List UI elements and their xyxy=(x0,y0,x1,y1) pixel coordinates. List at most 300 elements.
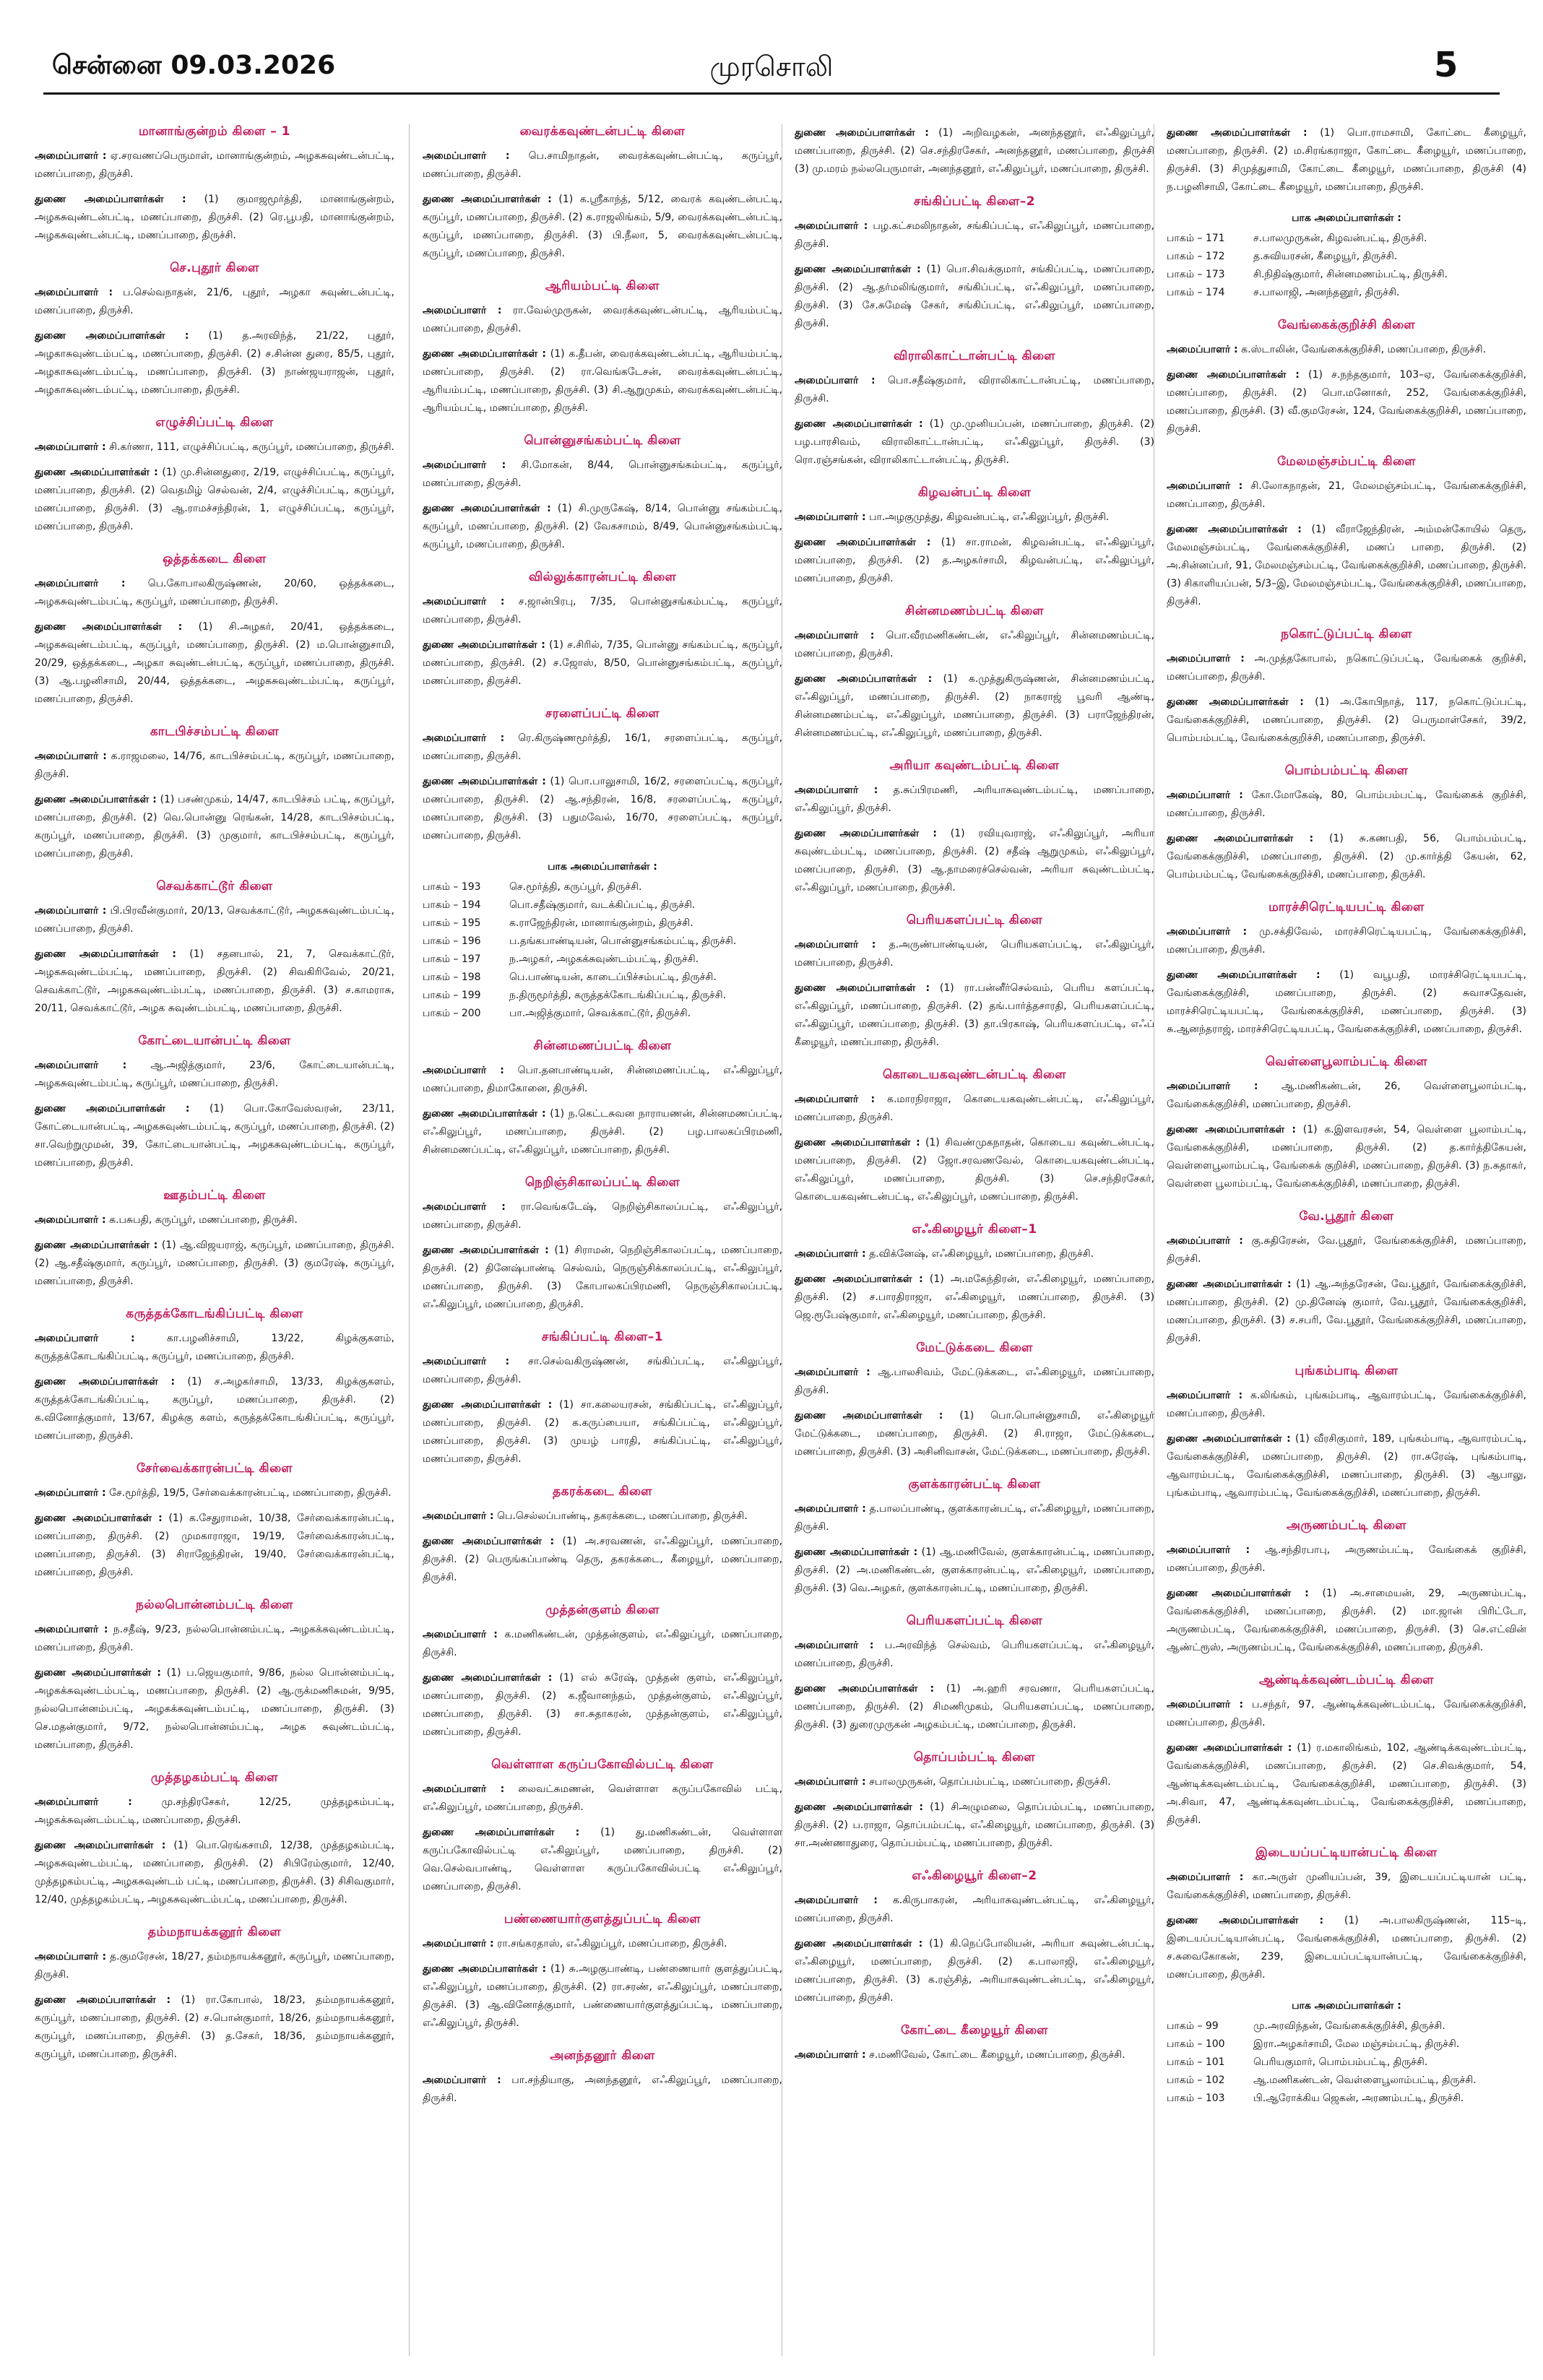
deputy-organisers-label: துணை அமைப்பாளர்கள் : xyxy=(35,1376,176,1388)
organiser-entry xyxy=(795,1091,1154,1127)
deputy-organisers-entry xyxy=(423,1960,782,2033)
organiser-value: பொ.வீரமணிகண்டன், எஃகிலுப்பூர், சின்னமணம்பட்டி, மணப்பாறை, திருச்சி. xyxy=(795,630,1154,659)
booth-row xyxy=(1167,2090,1526,2108)
booth-row xyxy=(1167,2072,1526,2090)
deputy-organisers-entry xyxy=(35,1510,394,1582)
deputy-organisers-entry xyxy=(35,1837,394,1909)
deputy-organisers-value: (1) அ.மகேந்திரன், எஃகிழையூர், மணப்பாறை, திருச்சி. (2) ச.பாரதிராஜா, எஃகிழையூர், மணப்பாறை, திருச்சி. (3) ஜெ.ரூபேஷ்குமார், எஃகிழையூர், மணப்பாறை, திருச்சி. xyxy=(795,1273,1154,1321)
branch-title: சரளைப்பட்டி கிளை xyxy=(545,706,660,721)
booth-organisers-heading: பாக அமைப்பாளர்கள் : xyxy=(1292,2000,1401,2012)
organiser-label: அமைப்பாளர் : xyxy=(35,150,107,162)
header-rule xyxy=(43,92,1500,95)
branch-section xyxy=(1167,763,1526,884)
booth-organiser: ச.பாலாஜி, அனந்தனூர், திருச்சி. xyxy=(1253,287,1400,298)
organiser-label: அமைப்பாளர் : xyxy=(795,1640,874,1651)
deputy-organisers-label: துணை அமைப்பாளர்கள் : xyxy=(423,776,546,787)
booth-number: பாகம் – 199 xyxy=(423,990,481,1001)
deputy-organisers-value: (1) எல் சுரேஷ், முத்தன் குளம், எஃகிலுப்பூர், மணப்பாறை, திருச்சி. (2) க.ஜீவானந்தம், முத்தன்குளம், எஃகிலுப்பூர், மணப்பாறை, திருச்சி. (3) சா.சுதாகரன், முத்தன்குளம், எஃகிலுப்பூர், மணப்பாறை, திருச்சி. xyxy=(423,1672,782,1738)
organiser-entry xyxy=(35,284,394,320)
deputy-organisers-label: துணை அமைப்பாளர்கள் : xyxy=(1167,1124,1296,1135)
branch-title: வெள்ளைபூலாம்பட்டி கிளை xyxy=(1265,1055,1428,1069)
organiser-entry xyxy=(35,1948,394,1984)
booth-number: பாகம் – 172 xyxy=(1167,251,1225,262)
deputy-organisers-value: (1) குமாஜமூர்த்தி, மானாங்குன்றம், அழகசுவுண்டன்பட்டி, மணப்பாறை, திருச்சி. (2) ரெ.பூபதி, மானாங்குன்றம், அழகசுவுண்டன்பட்டி, மணப்பாறை, திருச்சி. xyxy=(35,194,394,241)
deputy-organisers-value: (1) க.தீபன், வைரக்கவுண்டன்பட்டி, ஆரியம்பட்டி, மணப்பாறை, திருச்சி. (2) ரா.வெங்கடேசன், வைரக்கவுண்டன்பட்டி, ஆரியம்பட்டி, மணப்பாறை, திருச்சி. (3) சி.ஆறுமுகம், வைரக்கவுண்டன்பட்டி, ஆரியம்பட்டி, மணப்பாறை, திருச்சி. xyxy=(423,348,782,414)
booth-row xyxy=(1167,266,1526,284)
branch-section xyxy=(423,433,782,554)
booth-row xyxy=(1167,2017,1526,2035)
booth-organiser: செ.மூர்த்தி, கருப்பூர், திருச்சி. xyxy=(509,881,642,893)
deputy-organisers-value: (1) சிராமன், நெறிஞ்சிகாலப்பட்டி, மணப்பாறை, திருச்சி. (2) தினேஷ்பாண்டி செல்வம், நெருஞ்சிக்காலப்பட்டி, எஃகிலுப்பூர், மணப்பாறை, திருச்சி. (3) கோபாலகப்பிரமணி, நெருஞ்சிகாலப்பட்டி, எஃகிலுப்பூர், மணப்பாறை, திருச்சி. xyxy=(423,1245,782,1310)
organiser-value: த.அருண்பாண்டியன், பெரியகளப்பட்டி, எஃகிலுப்பூர், மணப்பாறை, திருச்சி. xyxy=(795,939,1154,969)
deputy-organisers-value: (1) ரவியுவராஜ், எஃகிலுப்பூர், அரியா சுவுண்டம்பட்டி, மணப்பாறை, திருச்சி. (2) சதீஷ் ஆறுமுகம், எஃகிலுப்பூர், மணப்பாறை, திருச்சி. (3) ஆ.தாமரைச்செல்வன், அரியா சுவுண்டம்பட்டி, எஃகிலுப்பூர், மணப்பாறை, திருச்சி. xyxy=(795,828,1154,893)
branch-title: மேட்டுக்கடை கிளை xyxy=(916,1341,1033,1355)
branch-section xyxy=(35,124,394,245)
organiser-value: பா.அழகுமுத்து, கிழவன்பட்டி, எஃகிலுப்பூர், திருச்சி. xyxy=(869,511,1110,523)
organiser-value: ரா.சங்கரதாஸ், எஃகிலுப்பூர், மணப்பாறை, திருச்சி. xyxy=(497,1938,727,1950)
branch-section xyxy=(423,1912,782,2033)
organiser-value: க.ராஜமலை, 14/76, காடபிச்சம்பட்டி, கருப்பூர், மணப்பாறை, திருச்சி. xyxy=(35,750,394,780)
deputy-organisers-value: (1) பொ.பொன்னுசாமி, எஃகிழையூர் மேட்டுக்கடை, மணப்பாறை, திருச்சி. (2) சி.ராஜா, மேட்டுக்கடை, மணப்பாறை, திருச்சி. (3) அசினிவாசன், மேட்டுக்கடை, மணப்பாறை, திருச்சி. xyxy=(795,1410,1154,1458)
branch-section xyxy=(795,2023,1154,2064)
booth-row xyxy=(423,878,782,896)
booth-organiser: ந.திருமூர்த்தி, கருத்தக்கோடங்கிப்பட்டி, திருச்சி. xyxy=(509,990,727,1001)
organiser-entry xyxy=(35,575,394,611)
branch-title: செ.புதூர் கிளை xyxy=(170,261,259,275)
deputy-organisers-value: (1) சி.முருகேஷ், 8/14, பொன்னு சங்கம்பட்டி, கருப்பூர், மணப்பாறை, திருச்சி. (2) வேகசாமம், 8/49, பொன்னுசங்கம்பட்டி, கருப்பூர், மணப்பாறை, திருச்சி. xyxy=(423,503,782,550)
deputy-organisers-label: துணை அமைப்பாளர்கள் : xyxy=(35,794,157,805)
organiser-value: ந.சதீஷ், 9/23, நல்லபொன்னம்பட்டி, அழகக்சுவுண்டம்பட்டி, மணப்பாறை, திருச்சி. xyxy=(35,1624,394,1653)
branch-title: நெறிஞ்சிகாலப்பட்டி கிளை xyxy=(524,1175,680,1190)
booth-row xyxy=(423,987,782,1005)
deputy-organisers-label: துணை அமைப்பாளர்கள் : xyxy=(1167,1588,1309,1599)
booth-number: பாகம் – 100 xyxy=(1167,2038,1225,2050)
deputy-organisers-entry xyxy=(1167,693,1526,748)
organiser-value: பா.சந்தியாகு, அனந்தனூர், எஃகிலுப்பூர், மணப்பாறை, திருச்சி. xyxy=(423,2074,782,2104)
booth-row xyxy=(423,896,782,914)
branch-section xyxy=(1167,1673,1526,1830)
branch-section xyxy=(35,1307,394,1445)
organiser-entry xyxy=(35,902,394,938)
deputy-organisers-label: துணை அமைப்பாளர்கள் : xyxy=(35,194,186,205)
booth-organiser: ஆ.மணிகண்டன், வெள்ளைபூலாம்பட்டி, திருச்சி. xyxy=(1253,2074,1477,2086)
organiser-label: அமைப்பாளர் : xyxy=(35,1624,108,1635)
organiser-value: க.பசுபதி, கருப்பூர், மணப்பாறை, திருச்சி. xyxy=(109,1214,298,1226)
branch-title: காடபிச்சம்பட்டி கிளை xyxy=(150,724,280,739)
deputy-organisers-value: (1) க.முத்துகிருஷ்ணன், சின்னமணம்பட்டி, எஃகிலுப்பூர், மணப்பாறை, திருச்சி. (2) நாகராஜ் பூவரி ஆண்டி, சின்னமணம்பட்டி, எஃகிலுப்பூர், மணப்பாறை, திருச்சி. (3) பராஜேந்திரன், சின்னமணம்பட்டி, எஃகிலுப்பூர், மணப்பாறை, திருச்சி. xyxy=(795,673,1154,739)
deputy-organisers-entry xyxy=(35,464,394,536)
organiser-value: சி.கர்ணா, 111, எழுச்சிப்பட்டி, கருப்பூர், மணப்பாறை, திருச்சி. xyxy=(109,441,394,453)
column-2 xyxy=(423,124,782,2356)
branch-section xyxy=(423,706,782,845)
branch-title: கிழவன்பட்டி கிளை xyxy=(917,485,1032,500)
deputy-organisers-value: (1) சி.அழகர், 20/41, ஒத்தக்கடை, அழகசுவுண்டம்பட்டி, கருப்பூர், மணப்பாறை, திருச்சி. (2) ம.பொன்னுசாமி, 20/29, ஒத்தக்கடை, அழகா சுவுண்டன்பட்டி, கருப்பூர், மணப்பாறை, திருச்சி. (3) ஆ.பழனிசாமி, 20/44, ஒத்தக்கடை, அழகசுவுண்டம்பட்டி, கருப்பூர், மணப்பாறை, திருச்சி. xyxy=(35,621,394,705)
branch-section xyxy=(795,485,1154,588)
deputy-organisers-entry xyxy=(35,1991,394,2064)
deputy-organisers-value: (1) கி.நெப்போலியன், அரியா சுவுண்டன்பட்டி, எஃகிழையூர், மணப்பாறை, திருச்சி. (2) க.பாலாஜி, எஃகிழையூர், மணப்பாறை, திருச்சி. (3) க.ரஞ்சித், அரியாசுவுண்டன்பட்டி, எஃகிழையூர், மணப்பாறை, திருச்சி. xyxy=(795,1938,1154,2004)
organiser-entry xyxy=(35,1484,394,1502)
deputy-organisers-value: (1) மு.சின்னதுரை, 2/19, எழுச்சிப்பட்டி, கருப்பூர், மணப்பாறை, திருச்சி. (2) வெதமிழ் செல்வன், 2/4, எழுச்சிப்பட்டி, கருப்பூர், மணப்பாறை, திருச்சி. (3) ஆ.ராமச்சந்திரன், 1, எழுச்சிப்பட்டி, கருப்பூர், மணப்பாறை, திருச்சி. xyxy=(35,467,394,532)
organiser-value: பெ.கோபாலகிருஷ்ணன், 20/60, ஒத்தக்கடை, அழகசுவுண்டம்பட்டி, கருப்பூர், மணப்பாறை, திருச்சி. xyxy=(35,578,394,607)
deputy-organisers-label: துணை அமைப்பாளர்கள் : xyxy=(795,1137,920,1148)
organiser-label: அமைப்பாளர் : xyxy=(35,578,126,589)
deputy-organisers-entry xyxy=(795,1799,1154,1853)
organiser-label: அமைப்பாளர் : xyxy=(795,2049,866,2061)
organiser-label: அமைப்பாளர் : xyxy=(795,1503,866,1515)
deputy-organisers-entry xyxy=(423,500,782,554)
organiser-label: அமைப்பாளர் : xyxy=(35,1060,127,1071)
organiser-label: அமைப்பாளர் : xyxy=(795,630,875,641)
deputy-organisers-value: (1) சிஅழுமலை, தொப்பம்பட்டி, மணப்பாறை, திருச்சி. (2) ப.ராஜா, தொப்பம்பட்டி, எஃகிழையூர், மணப்பாறை, திருச்சி. (3) சா.அண்ணாதுரை, தொப்பம்பட்டி, மணப்பாறை, திருச்சி. xyxy=(795,1801,1154,1849)
organiser-value: க.ஸ்டாலின், வேங்கைக்குறிச்சி, மணப்பாறை, திருச்சி. xyxy=(1241,344,1487,355)
organiser-value: கா.பழனிச்சாமி, 13/22, கிழக்குகளம், கருத்தக்கோடங்கிப்பட்டி, கருப்பூர், மணப்பாறை, திருச்சி. xyxy=(35,1333,394,1362)
deputy-organisers-label: துணை அமைப்பாளர்கள் : xyxy=(1167,969,1321,981)
branch-section xyxy=(795,1477,1154,1598)
deputy-organisers-entry xyxy=(1167,1430,1526,1502)
deputy-organisers-label: துணை அமைப்பாளர்கள் : xyxy=(35,1103,190,1115)
branch-title: வே.பூதூர் கிளை xyxy=(1299,1209,1394,1224)
branch-title: கருத்தக்கோடங்கிப்பட்டி கிளை xyxy=(126,1307,303,1321)
column-divider xyxy=(409,124,410,2356)
deputy-organisers-value: (1) ர.மகாலிங்கம், 102, ஆண்டிக்கவுண்டம்பட்டி, வேங்கைக்குறிச்சி, மணப்பாறை, திருச்சி. (2) செ.சிவக்குமார், 54, ஆண்டிக்கவுண்டம்பட்டி, வேங்கைக்குறிச்சி, மணப்பாறை, திருச்சி. (3) அ.சிவா, 47, ஆண்டிக்கவுண்டம்பட்டி, வேங்கைக்குறிச்சி, மணப்பாறை, திருச்சி. xyxy=(1167,1742,1526,1826)
organiser-value: சா.செல்வகிருஷ்ணன், சங்கிப்பட்டி, எஃகிலுப்பூர், மணப்பாறை, திருச்சி. xyxy=(423,1356,782,1385)
organiser-label: அமைப்பாளர் : xyxy=(795,1094,876,1105)
branch-section xyxy=(35,1188,394,1291)
organiser-entry xyxy=(423,147,782,183)
organiser-entry xyxy=(1167,1232,1526,1268)
organiser-label: அமைப்பாளர் : xyxy=(423,1783,505,1795)
organiser-entry xyxy=(35,438,394,456)
deputy-organisers-entry xyxy=(795,124,1154,178)
deputy-organisers-entry xyxy=(795,1680,1154,1734)
deputy-organisers-label: துணை அமைப்பாளர்கள் : xyxy=(35,1667,161,1679)
deputy-organisers-label: துணை அமைப்பாளர்கள் : xyxy=(795,1546,918,1558)
organiser-label: அமைப்பாளர் : xyxy=(1167,344,1238,355)
organiser-label: அமைப்பாளர் : xyxy=(795,1248,866,1260)
deputy-organisers-label: துணை அமைப்பாளர்கள் : xyxy=(35,621,183,633)
booth-organiser: பொ.சதீஷ்குமார், வடக்கிப்பட்டி, திருச்சி. xyxy=(509,899,696,911)
deputy-organisers-value: (1) ப.ஜெயகுமார், 9/86, நல்ல பொன்னம்பட்டி, அழகக்சுவுண்டம்பட்டி, மணப்பாறை, திருச்சி. (2) ஆ.ருக்மணிசுமன், 9/95, நல்லபொன்னம்பட்டி, அழகக்சுவுண்டம்பட்டி, மணப்பாறை, திருச்சி. (3) செ.மதன்குமார், 9/72, நல்லபொன்னம்பட்டி, அழக சுவுண்டம்பட்டி, மணப்பாறை, திருச்சி. xyxy=(35,1667,394,1751)
branch-title: செவக்காட்டூர் கிளை xyxy=(156,879,273,893)
deputy-organisers-entry xyxy=(1167,1585,1526,1657)
branch-section xyxy=(35,1598,394,1754)
booth-organiser: பெரியகுமார், பொம்பம்பட்டி, திருச்சி. xyxy=(1253,2056,1428,2068)
deputy-organisers-entry xyxy=(795,979,1154,1052)
booth-organiser: மு.அரவிந்தன், வேங்கைக்குறிச்சி, திருச்சி. xyxy=(1253,2020,1445,2032)
organiser-entry xyxy=(423,1062,782,1098)
branch-section xyxy=(1167,1518,1526,1657)
organiser-value: ஆ.சந்திரபாபு, அருணம்பட்டி, வேங்கைக் குறிச்சி, மணப்பாறை, திருச்சி. xyxy=(1167,1544,1526,1574)
organiser-label: அமைப்பாளர் : xyxy=(795,220,868,232)
branch-section xyxy=(795,1068,1154,1206)
organiser-entry xyxy=(795,1892,1154,1928)
deputy-organisers-value: (1) பொ.பாலுசாமி, 16/2, சரளைப்பட்டி, கருப்பூர், மணப்பாறை, திருச்சி. (2) ஆ.சந்திரன், 16/8, சரளைப்பட்டி, கருப்பூர், மணப்பாறை, திருச்சி. (3) பதுமவேல், 16/70, சரளைப்பட்டி, கருப்பூர், மணப்பாறை, திருச்சி. xyxy=(423,776,782,841)
organiser-entry xyxy=(423,302,782,338)
deputy-organisers-label: துணை அமைப்பாளர்கள் : xyxy=(795,418,923,430)
deputy-organisers-label: துணை அமைப்பாளர்கள் : xyxy=(795,673,933,685)
organiser-value: கு.சுதிரேசன், வே.பூதூர், வேங்கைக்குறிச்சி, மணப்பாறை, திருச்சி. xyxy=(1167,1235,1526,1265)
organiser-entry xyxy=(1167,787,1526,823)
organiser-label: அமைப்பாளர் : xyxy=(423,1629,498,1640)
booth-row xyxy=(423,969,782,987)
organiser-entry xyxy=(795,217,1154,254)
branch-section xyxy=(1167,1364,1526,1502)
organiser-value: த.குமரேசன், 18/27, தம்மநாயக்கனூர், கருப்பூர், மணப்பாறை, திருச்சி. xyxy=(35,1951,394,1981)
deputy-organisers-entry xyxy=(35,1373,394,1445)
branch-section xyxy=(1167,124,1526,196)
branch-title: பொம்பம்பட்டி கிளை xyxy=(1284,763,1409,778)
deputy-organisers-value: (1) த.அரவிந்த், 21/22, புதூர், அழகாசுவுண்டம்பட்டி, மணப்பாறை, திருச்சி. (2) ச.சின்ன துரை, 85/5, புதூர், அழகாசுவுண்டம்பட்டி, மணப்பாறை, திருச்சி. (3) நாண்ஜயராஜன், புதூர், அழகாசுவுண்டம்பட்டி, மணப்பாறை, திருச்சி. xyxy=(35,330,394,396)
organiser-entry xyxy=(423,1507,782,1526)
deputy-organisers-entry xyxy=(795,1134,1154,1206)
booth-organiser: பெ.பாண்டியன், காடைப்பிச்சம்பட்டி, திருச்சி. xyxy=(509,972,717,983)
organiser-label: அமைப்பாளர் : xyxy=(795,1367,870,1378)
deputy-organisers-label: துணை அமைப்பாளர்கள் : xyxy=(423,1536,555,1547)
organiser-entry xyxy=(795,936,1154,972)
organiser-value: மு.சந்திரசேகர், 12/25, முத்தழகம்பட்டி, அழகக்சுவுண்டம்பட்டி, மணப்பாறை, திருச்சி. xyxy=(35,1796,394,1826)
deputy-organisers-label: துணை அமைப்பாளர்கள் : xyxy=(35,1994,171,2006)
organiser-entry xyxy=(795,1364,1154,1400)
branch-section xyxy=(423,1757,782,1896)
booth-number: பாகம் – 200 xyxy=(423,1008,481,1019)
organiser-entry xyxy=(1167,1078,1526,1114)
organiser-label: அமைப்பாளர் : xyxy=(423,1065,504,1076)
deputy-organisers-label: துணை அமைப்பாளர்கள் : xyxy=(1167,696,1304,708)
deputy-organisers-value: (1) அ.ஹரி சரவணா, பெரியகளப்பட்டி, மணப்பாறை, திருச்சி. (2) சிமணிமுகம், பெரியகளப்பட்டி, மணப்பாறை, திருச்சி. (3) துரைமுருகன் அழகம்பட்டி, மணப்பாறை, திருச்சி. xyxy=(795,1683,1154,1731)
deputy-organisers-entry xyxy=(795,1935,1154,2007)
booth-organiser: ப.தங்கபாண்டியன், பொன்னுசங்கம்பட்டி, திருச்சி. xyxy=(509,935,737,947)
deputy-organisers-label: துணை அமைப்பாளர்கள் : xyxy=(1167,369,1300,381)
deputy-organisers-value: (1) அ.சரவணன், எஃகிலுப்பூர், மணப்பாறை, திருச்சி. (2) பெருங்கப்பாண்டி தெரு, தகரக்கடை, கீழையூர், மணப்பாறை, திருச்சி. xyxy=(423,1536,782,1583)
deputy-organisers-label: துணை அமைப்பாளர்கள் : xyxy=(1167,1433,1291,1445)
organiser-label: அமைப்பாளர் : xyxy=(423,1510,494,1522)
organiser-entry xyxy=(1167,923,1526,959)
deputy-organisers-entry xyxy=(795,1544,1154,1598)
booth-organiser: சி.நிதிஷ்குமார், சின்னமணம்பட்டி, திருச்சி. xyxy=(1253,269,1448,280)
branch-title: வெள்ளாள கருப்பகோவில்பட்டி கிளை xyxy=(491,1757,714,1772)
deputy-organisers-entry xyxy=(1167,1276,1526,1348)
deputy-organisers-value: (1) ந.கெட்டசுவன நாராயணன், சின்னமணப்பட்டி, எஃகிலுப்பூர், மணப்பாறை, திருச்சி. (2) பழ.பாலகப்பிரமணி, சின்னமணப்பட்டி, எஃகிலுப்பூர், மணப்பாறை, திருச்சி. xyxy=(423,1108,782,1156)
deputy-organisers-label: துணை அமைப்பாளர்கள் : xyxy=(423,1399,553,1411)
organiser-label: அமைப்பாளர் : xyxy=(423,2074,501,2086)
branch-section xyxy=(423,279,782,417)
branch-section xyxy=(423,1484,782,1587)
organiser-value: ஏ.சரவணப்பெருமாள், மானாங்குன்றம், அழகசுவுண்டன்பட்டி, மணப்பாறை, திருச்சி. xyxy=(35,150,394,180)
newspaper-name: முரசொலி xyxy=(709,51,834,82)
organiser-value: சி.மோகன், 8/44, பொன்னுசங்கம்பட்டி, கருப்பூர், மணப்பாறை, திருச்சி. xyxy=(423,459,782,489)
organiser-label: அமைப்பாளர் : xyxy=(795,1895,878,1906)
column-3 xyxy=(795,124,1154,2356)
organiser-label: அமைப்பாளர் : xyxy=(423,1201,506,1213)
deputy-organisers-label: துணை அமைப்பாளர்கள் : xyxy=(423,1672,553,1684)
deputy-organisers-entry xyxy=(1167,1739,1526,1830)
organiser-label: அமைப்பாளர் : xyxy=(35,1333,135,1344)
deputy-organisers-value: (1) சு.அழகுபாண்டி, பண்ணையார் குளத்துப்பட்டி, எஃகிலுப்பூர், மணப்பாறை, திருச்சி. (2) ரா.சரண், எஃகிலுப்பூர், மணப்பாறை, திருச்சி. (3) ஆ.வினோத்குமார், பண்ணையார்குளத்துப்பட்டி, மணப்பாறை, எஃகிலுப்பூர், திருச்சி. xyxy=(423,1963,782,2029)
booth-row xyxy=(423,951,782,969)
organiser-label: அமைப்பாளர் : xyxy=(1167,653,1245,665)
branch-title: கொடையகவுண்டன்பட்டி கிளை xyxy=(883,1068,1066,1082)
organiser-entry xyxy=(795,372,1154,408)
booth-row xyxy=(423,932,782,951)
branch-title: ஆண்டிக்கவுண்டம்பட்டி கிளை xyxy=(1258,1673,1434,1687)
organiser-entry xyxy=(423,1935,782,1953)
branch-title: விராலிகாட்டான்பட்டி கிளை xyxy=(894,349,1055,363)
deputy-organisers-entry xyxy=(795,825,1154,897)
branch-title: எஃகிழையூர் கிளை–2 xyxy=(912,1869,1037,1883)
organiser-entry xyxy=(1167,1387,1526,1423)
booth-organiser: த.சுவியரசன், கீழையூர், திருச்சி. xyxy=(1253,251,1398,262)
deputy-organisers-entry xyxy=(1167,124,1526,196)
organiser-label: அமைப்பாளர் : xyxy=(423,1938,494,1950)
deputy-organisers-label: துணை அமைப்பாளர்கள் : xyxy=(423,503,551,514)
deputy-organisers-entry xyxy=(35,791,394,863)
deputy-organisers-label: துணை அமைப்பாளர்கள் : xyxy=(423,348,546,360)
organiser-label: அமைப்பாளர் : xyxy=(35,1487,106,1499)
booth-row xyxy=(423,1005,782,1023)
deputy-organisers-entry xyxy=(795,261,1154,333)
branch-section xyxy=(423,1330,782,1468)
deputy-organisers-label: துணை அமைப்பாளர்கள் : xyxy=(795,1683,935,1695)
deputy-organisers-entry xyxy=(35,1664,394,1754)
deputy-organisers-entry xyxy=(423,1396,782,1468)
deputy-organisers-value: (1) அறிவழகன், அனந்தனூர், எஃகிலுப்பூர், மணப்பாறை, திருச்சி. (2) செ.சந்திரசேகர், அனந்தனூர், மணப்பாறை, திருச்சி (3) மு.மரம் நல்லபெருமாள், அனந்தனூர், எஃகிலுப்பூர், மணப்பாறை, திருச்சி. xyxy=(795,127,1154,175)
branch-section xyxy=(423,570,782,691)
organiser-entry xyxy=(423,1198,782,1234)
branch-title: முத்தழகம்பட்டி கிளை xyxy=(150,1770,279,1785)
branch-title: வேங்கைக்குறிச்சி கிளை xyxy=(1277,318,1416,332)
deputy-organisers-value: (1) பொ.ரெங்கசாமி, 12/38, முத்தழகம்பட்டி, அழகசுவுண்டம்பட்டி, மணப்பாறை, திருச்சி. (2) சிபிரேம்குமார், 12/40, முத்தழகம்பட்டி, அழகசுவுண்டம் பட்டி, மணப்பாறை, திருச்சி. (3) சிசிவகுமார், 12/40, முத்தழகம்பட்டி, அழகசுவுண்டம்பட்டி, மணப்பாறை, திருச்சி. xyxy=(35,1840,394,1905)
deputy-organisers-label: துணை அமைப்பாளர்கள் : xyxy=(35,1513,163,1524)
deputy-organisers-entry xyxy=(795,534,1154,588)
deputy-organisers-label: துணை அமைப்பாளர்கள் : xyxy=(795,264,921,275)
deputy-organisers-value: (1) சா.கலையரசன், சங்கிப்பட்டி, எஃகிலுப்பூர், மணப்பாறை, திருச்சி. (2) க.கருப்பையா, சங்கிப்பட்டி, எஃகிலுப்பூர், மணப்பாறை, திருச்சி. (3) முயழ் பாரதி, சங்கிப்பட்டி, எஃகிலுப்பூர், மணப்பாறை, திருச்சி. xyxy=(423,1399,782,1465)
branch-title: தொப்பம்பட்டி கிளை xyxy=(913,1750,1036,1765)
branch-section xyxy=(1167,627,1526,748)
booth-number: பாகம் – 173 xyxy=(1167,269,1225,280)
deputy-organisers-value: (1) ச.நந்தகுமார், 103–ஏ, வேங்கைக்குறிச்சி, மணப்பாறை, திருச்சி. (2) பொ.மனோகர், 252, வேங்கைக்குறிச்சி, மணப்பாறை, திருச்சி. (3) வீ.குமரேசன், 124, வேங்கைக்குறிச்சி, மணப்பாறை, திருச்சி. xyxy=(1167,369,1526,435)
organiser-label: அமைப்பாளர் : xyxy=(423,596,505,607)
branch-section xyxy=(795,1614,1154,1734)
booth-number: பாகம் – 174 xyxy=(1167,287,1225,298)
booth-number: பாகம் – 194 xyxy=(423,899,481,911)
branch-section xyxy=(423,1603,782,1741)
branch-title: குளக்காரன்பட்டி கிளை xyxy=(908,1477,1041,1492)
deputy-organisers-value: (1) வீரசிகுமார், 189, புங்கம்பாடி, ஆவாரம்பட்டி, வேங்கைக்குறிச்சி, மணப்பாறை, திருச்சி. (2) ரா.சுரேஷ், புங்கம்பாடி, ஆவாரம்பட்டி, வேங்கைக்குறிச்சி, மணப்பாறை, திருச்சி. (3) ஆபாலு, புங்கம்பாடி, ஆவாரம்பட்டி, வேங்கைக்குறிச்சி, மணப்பாறை, திருச்சி. xyxy=(1167,1433,1526,1499)
branch-title: ஒத்தக்கடை கிளை xyxy=(163,552,267,566)
organiser-label: அமைப்பாளர் : xyxy=(35,1214,106,1226)
organiser-value: ச.ஜான்பிரபு, 7/35, பொன்னுசங்கம்பட்டி, கருப்பூர், மணப்பாறை, திருச்சி. xyxy=(423,596,782,626)
branch-section xyxy=(423,2048,782,2108)
organiser-value: க.மணிகண்டன், முத்தன்குளம், எஃகிலுப்பூர், மணப்பாறை, திருச்சி. xyxy=(423,1629,782,1658)
organiser-entry xyxy=(1167,341,1526,359)
organiser-label: அமைப்பாளர் : xyxy=(423,1356,510,1367)
organiser-entry xyxy=(423,593,782,629)
booth-organisers-section xyxy=(1167,2000,1526,2108)
organiser-entry xyxy=(795,782,1154,818)
booth-number: பாகம் – 198 xyxy=(423,972,481,983)
branch-section xyxy=(795,349,1154,469)
organiser-label: அமைப்பாளர் : xyxy=(423,459,506,471)
deputy-organisers-value: (1) பசண்முகம், 14/47, காடபிச்சம் பட்டி, கருப்பூர், மணப்பாறை, திருச்சி. (2) வெ.பொன்னு ரெங்கன், 14/28, காடபிச்சம்பட்டி, கருப்பூர், மணப்பாறை, திருச்சி. (3) முகுமார், காடபிச்சம்பட்டி, கருப்பூர், மணப்பாறை, திருச்சி. xyxy=(35,794,394,860)
deputy-organisers-label: துணை அமைப்பாளர்கள் : xyxy=(1167,127,1308,139)
branch-section xyxy=(795,194,1154,333)
deputy-organisers-value: (1) பொ.கோவேஸ்வரன், 23/11, கோட்டையான்பட்டி, அழகசுவுண்டம்பட்டி, கருப்பூர், மணப்பாறை, திருச்சி. (2) சா.வெற்றுமுமன், 39, கோட்டையான்பட்டி, அழகசுவுண்டம்பட்டி, கருப்பூர், மணப்பாறை, திருச்சி. xyxy=(35,1103,394,1169)
deputy-organisers-label: துணை அமைப்பாளர்கள் : xyxy=(35,1840,166,1851)
organiser-label: அமைப்பாளர் : xyxy=(795,939,876,951)
deputy-organisers-entry xyxy=(35,945,394,1018)
organiser-value: ப.செல்வநாதன், 21/6, புதூர், அழகா சுவுண்டன்பட்டி, மணப்பாறை, திருச்சி. xyxy=(35,287,394,316)
booth-organiser: பி.ஆரோக்கிய ஜெகன், அரணம்பட்டி, திருச்சி. xyxy=(1253,2093,1464,2104)
branch-section xyxy=(423,124,782,263)
branch-section xyxy=(1167,1055,1526,1193)
deputy-organisers-value: (1) அ.பாலகிருஷ்ணன், 115–டி, இடையப்பட்டியான்பட்டி, வேங்கைக்குறிச்சி, மணப்பாறை, திருச்சி. (2) ச.சுவைகோகன், 239, இடையப்பட்டியான்பட்டி, வேங்கைக்குறிச்சி, மணப்பாறை, திருச்சி. xyxy=(1167,1915,1526,1981)
branch-title: முத்தன்குளம் கிளை xyxy=(545,1603,660,1617)
organiser-label: அமைப்பாளர் : xyxy=(795,511,866,523)
branch-section xyxy=(1167,900,1526,1039)
deputy-organisers-value: (1) அ.கோபிநாத், 117, நகொட்டுப்பட்டி, வேங்கைக்குறிச்சி, மணப்பாறை, திருச்சி. (2) பெருமாள்சேகர், 39/2, பொம்பம்பட்டி, வேங்கைக்குறிச்சி, மணப்பாறை, திருச்சி. xyxy=(1167,696,1526,744)
booth-number: பாகம் – 171 xyxy=(1167,233,1225,244)
organiser-label: அமைப்பாளர் : xyxy=(1167,789,1243,801)
branch-title: ஆரியம்பட்டி கிளை xyxy=(545,279,660,293)
branch-section xyxy=(35,724,394,863)
deputy-organisers-value: (1) ச.சிரில், 7/35, பொன்னு சங்கம்பட்டி, கருப்பூர், மணப்பாறை, திருச்சி. (2) ச.ஜோஸ், 8/50, பொன்னுசங்கம்பட்டி, கருப்பூர், மணப்பாறை, திருச்சி. xyxy=(423,639,782,687)
deputy-organisers-label: துணை அமைப்பாளர்கள் : xyxy=(1167,1742,1292,1754)
branch-title: கோட்டையான்பட்டி கிளை xyxy=(138,1034,291,1048)
branch-title: நல்லபொன்னம்பட்டி கிளை xyxy=(135,1598,294,1612)
branch-title: அருணம்பட்டி கிளை xyxy=(1287,1518,1406,1533)
organiser-label: அமைப்பாளர் : xyxy=(35,287,113,298)
deputy-organisers-entry xyxy=(423,773,782,845)
branch-title: அனந்தனூர் கிளை xyxy=(550,2048,655,2063)
deputy-organisers-entry xyxy=(1167,1912,1526,1984)
deputy-organisers-label: துணை அமைப்பாளர்கள் : xyxy=(423,639,545,651)
organiser-label: அமைப்பாளர் : xyxy=(35,1796,132,1808)
organiser-value: லைவட்சுமணன், வெள்ளாள கருப்பகோவில் பட்டி, எஃகிலுப்பூர், மணப்பாறை, திருச்சி. xyxy=(423,1783,782,1813)
booth-number: பாகம் – 99 xyxy=(1167,2020,1219,2032)
organiser-entry xyxy=(35,748,394,784)
branch-title: பெரியகளப்பட்டி கிளை xyxy=(906,913,1043,927)
organiser-entry xyxy=(1167,1869,1526,1905)
deputy-organisers-entry xyxy=(423,1105,782,1159)
branch-title: இடையப்பட்டியான்பட்டி கிளை xyxy=(1255,1845,1438,1860)
deputy-organisers-value: (1) சு.கணபதி, 56, பொம்பம்பட்டி, வேங்கைக்குறிச்சி, மணப்பாறை, திருச்சி. (2) மு.கார்த்தி கேயன், 62, பொம்பம்பட்டி, வேங்கைக்குறிச்சி, மணப்பாறை, திருச்சி. xyxy=(1167,833,1526,880)
organiser-entry xyxy=(35,1330,394,1366)
deputy-organisers-label: துணை அமைப்பாளர்கள் : xyxy=(1167,524,1302,535)
branch-title: மேலமஞ்சம்பட்டி கிளை xyxy=(1277,454,1416,469)
branch-title: நகொட்டுப்பட்டி கிளை xyxy=(1281,627,1412,641)
branch-section xyxy=(795,604,1154,743)
deputy-organisers-value: (1) மு.முனியப்பன், மணப்பாறை, திருச்சி. (2) பழ.பாரசிவம், விராலிகாட்டான்பட்டி, எஃகிலுப்பூர், திருச்சி. (3) ரொ.ரஞ்சங்கன், விராலிகாட்டான்பட்டி, திருச்சி. xyxy=(795,418,1154,466)
organiser-label: அமைப்பாளர் : xyxy=(1167,1081,1258,1092)
deputy-organisers-entry xyxy=(35,618,394,709)
deputy-organisers-entry xyxy=(423,1242,782,1314)
organiser-entry xyxy=(423,2072,782,2108)
branch-title: பொன்னுசங்கம்பட்டி கிளை xyxy=(524,433,681,448)
organiser-label: அமைப்பாளர் : xyxy=(1167,1390,1243,1401)
organiser-value: ஆ.மணிகண்டன், 26, வெள்ளைபூலாம்பட்டி, வேங்கைக்குறிச்சி, மணப்பாறை, திருச்சி. xyxy=(1167,1081,1526,1110)
deputy-organisers-value: (1) ரா.பன்னீர்செல்வம், பெரிய களப்பட்டி, எஃகிலுப்பூர், மணப்பாறை, திருச்சி. (2) தங்.பார்த்தசாரதி, பெரியகளப்பட்டி, எஃகிலுப்பூர், மணப்பாறை, திருச்சி. (3) தா.பிரகாஷ், பெரியகளப்பட்டி, எஃப் கீழையூர், மணப்பாறை, திருச்சி. xyxy=(795,982,1154,1048)
branch-section xyxy=(35,552,394,709)
deputy-organisers-entry xyxy=(795,670,1154,743)
branch-section xyxy=(35,1925,394,2064)
column-4 xyxy=(1167,124,1526,2356)
branch-title: எஃகிழையூர் கிளை–1 xyxy=(912,1222,1037,1237)
organiser-value: ப.அரவிந்த் செல்வம், பெரியகளப்பட்டி, எஃகிழையூர், மணப்பாறை, திருச்சி. xyxy=(795,1640,1154,1669)
booth-row xyxy=(423,914,782,932)
organiser-label: அமைப்பாளர் : xyxy=(35,1951,107,1963)
branch-section xyxy=(35,1461,394,1582)
organiser-value: அ.முத்தகோபால், நகொட்டுப்பட்டி, வேங்கைக் குறிச்சி, மணப்பாறை, திருச்சி. xyxy=(1167,653,1526,683)
